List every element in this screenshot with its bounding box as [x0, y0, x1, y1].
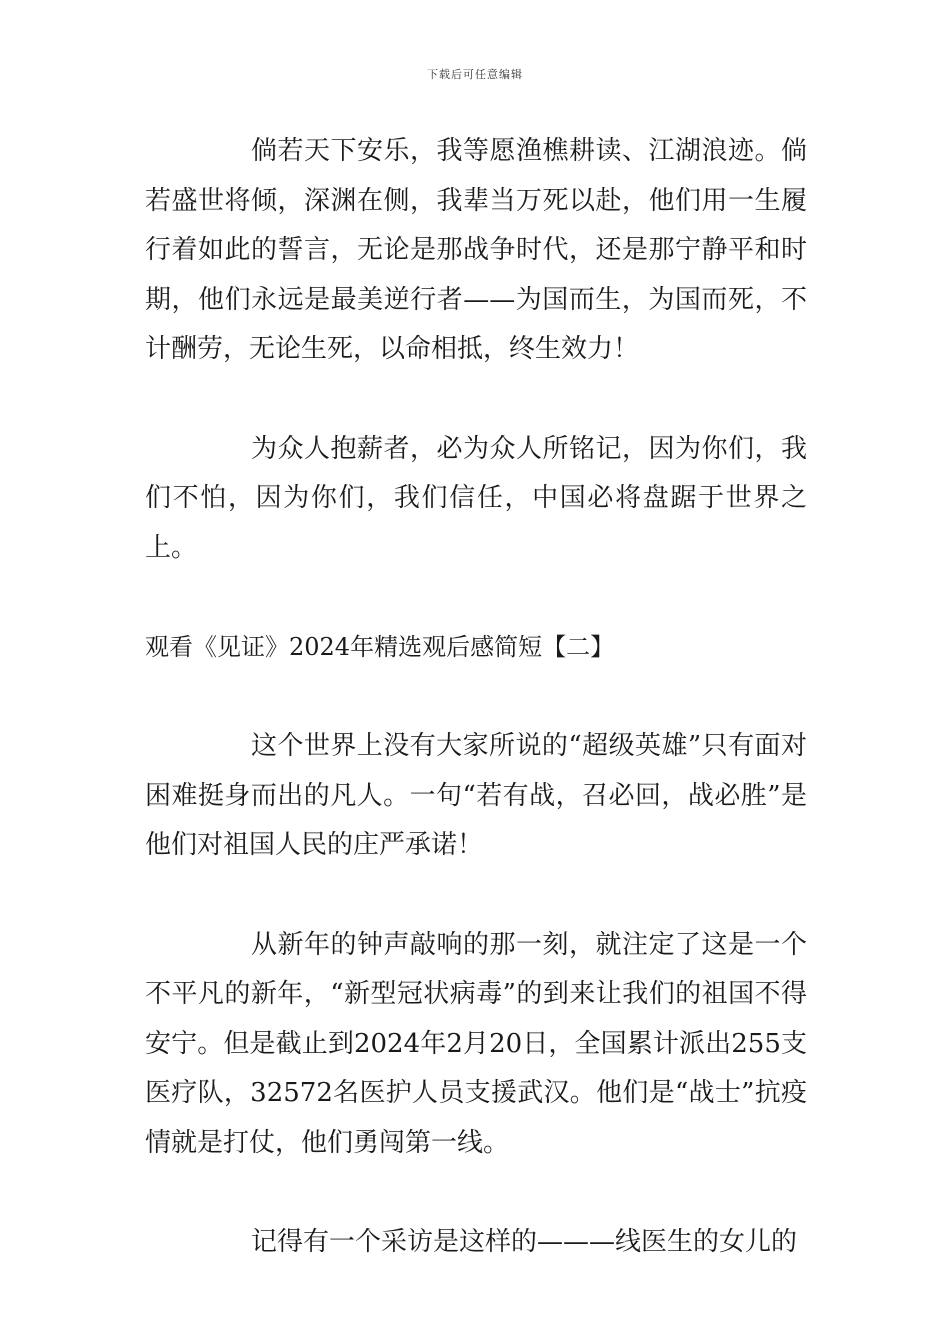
section-heading: 观看《见证》2024年精选观后感简短【二】 [145, 632, 615, 661]
paragraph-heroes: 这个世界上没有大家所说的“超级英雄”只有面对困难挺身而出的凡人。一句“若有战，召必回，战必胜”是他们对祖国人民的庄严承诺！ [145, 731, 807, 861]
document-body [145, 127, 807, 1268]
paragraph-oath: 倘若天下安乐，我等愿渔樵耕读、江湖浪迹。倘若盛世将倾，深渊在侧，我辈当万死以赴，他们用一生履行着如此的誓言，无论是那战争时代，还是那宁静平和时期，他们永远是最美逆行者——为国而生，为国而死，不计酬劳，无论生死，以命相抵，终生效力！ [145, 136, 807, 365]
paragraph-interview: 记得有一个采访是这样的———线医生的女儿的 [251, 1227, 798, 1258]
paragraph-new-year: 从新年的钟声敲响的那一刻，就注定了这是一个不平凡的新年，“新型冠状病毒”的到来让我们的祖国不得安宁。但是截止到2024年2月20日，全国累计派出255支医疗队，32572名医护人员支援武汉。他们是“战士”抗疫情就是打仗，他们勇闯第一线。 [145, 929, 807, 1158]
paragraph-remembrance: 为众人抱薪者，必为众人所铭记，因为你们，我们不怕，因为你们，我们信任，中国必将盘踞于世界之上。 [145, 433, 807, 563]
header-note: 下载后可任意编辑 [427, 68, 523, 81]
